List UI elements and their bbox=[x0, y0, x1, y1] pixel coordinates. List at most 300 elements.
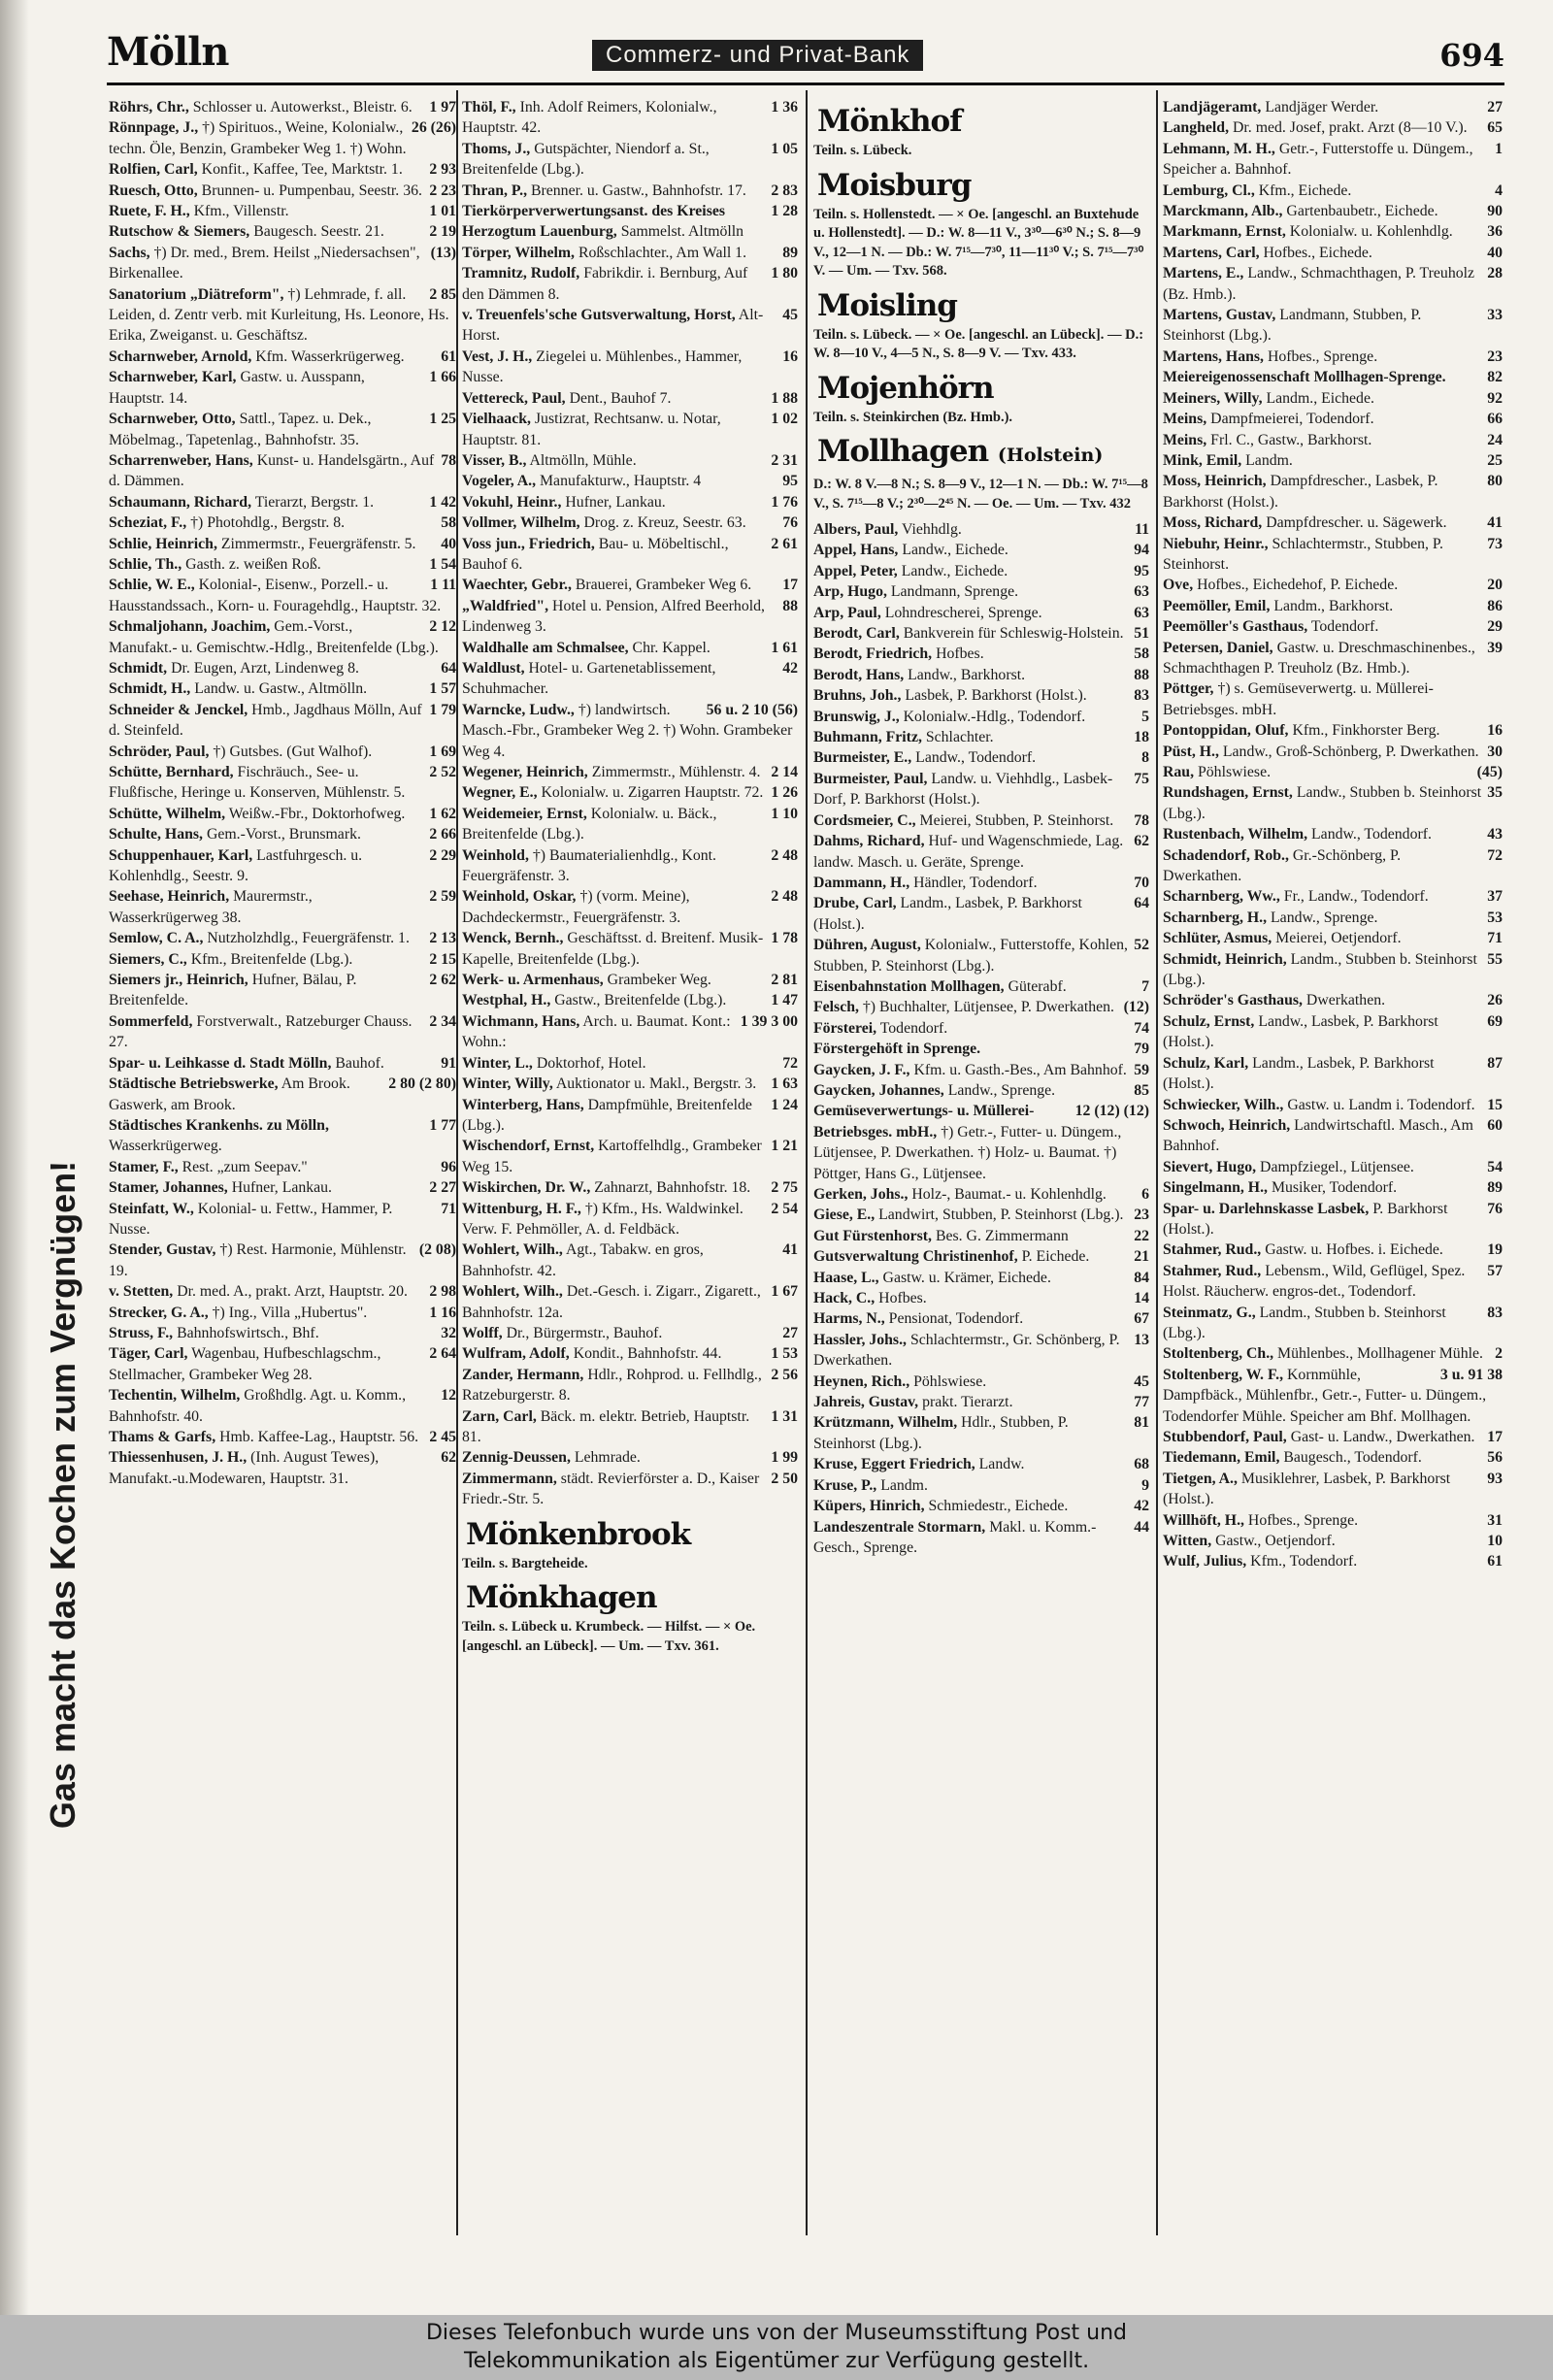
entry-name: Struss, F., bbox=[109, 1324, 174, 1341]
entry-details: Gartenbaubetr., Eichede. bbox=[1286, 203, 1438, 220]
entry-name: Siemers jr., Heinrich, bbox=[109, 972, 248, 989]
entry-name: Wulfram, Adolf, bbox=[462, 1345, 570, 1363]
directory-entry bbox=[813, 561, 1149, 581]
phone-number: 1 57 bbox=[429, 680, 456, 698]
entry-name: Tiedemann, Emil, bbox=[1163, 1449, 1280, 1467]
entry-details: Maurermstr., Wasserkrügerweg 38. bbox=[109, 888, 313, 926]
entry-name: Hack, C., bbox=[813, 1290, 876, 1307]
phone-number: 75 bbox=[1134, 770, 1149, 787]
phone-number: 1 26 bbox=[771, 784, 798, 802]
entry-name: Rustenbach, Wilhelm, bbox=[1163, 826, 1308, 843]
entry-name: Hassler, Johs., bbox=[813, 1331, 907, 1348]
entry-details: Grambeker Weg. bbox=[607, 972, 711, 989]
entry-name: Rutschow & Siemers, bbox=[109, 223, 250, 241]
phone-number: 2 80 (2 80) bbox=[388, 1075, 456, 1093]
directory-entry bbox=[462, 450, 798, 471]
directory-entry bbox=[462, 1281, 798, 1323]
entry-name: Püst, H., bbox=[1163, 743, 1219, 760]
entry-name: Vogeler, A., bbox=[462, 473, 537, 490]
entry-details: †) Dr. med., Brem. Heilst „Niedersachsen", Birkenallee. bbox=[109, 244, 420, 282]
entry-name: Schmidt, bbox=[109, 659, 168, 677]
phone-number: 2 23 bbox=[429, 182, 456, 199]
entry-details: Hmb. Kaffee-Lag., Hauptstr. 56. bbox=[219, 1429, 419, 1445]
entry-details: Hufner, Lankau. bbox=[231, 1179, 333, 1197]
directory-entry bbox=[109, 1053, 456, 1074]
directory-entry bbox=[813, 519, 1149, 540]
entry-details: Landm., Stubben b. Steinhorst (Lbg.). bbox=[1163, 950, 1477, 989]
phone-number: 2 61 bbox=[771, 535, 798, 552]
phone-number: 2 48 bbox=[771, 888, 798, 906]
bank-advertisement-banner: Commerz- und Privat-Bank bbox=[592, 40, 923, 71]
entry-name: Waldlust, bbox=[462, 659, 525, 677]
entry-name: Winter, Willy, bbox=[462, 1075, 553, 1093]
directory-entry bbox=[109, 1240, 456, 1281]
phone-number: 89 bbox=[782, 244, 798, 261]
entry-name: Sanatorium „Diätreform", bbox=[109, 285, 284, 303]
entry-details: Landw., Schmachthagen, P. Treuholz (Bz. Hmb.). bbox=[1163, 265, 1475, 303]
entry-details: Landmann, Sprenge. bbox=[890, 583, 1019, 601]
entry-details: Nutzholzhdlg., Feuergräfenstr. 1. bbox=[207, 930, 410, 947]
entry-name: Drube, Carl, bbox=[813, 895, 897, 912]
directory-entry bbox=[462, 1053, 798, 1074]
directory-entry bbox=[1163, 1011, 1503, 1053]
directory-entry bbox=[109, 492, 456, 512]
entry-details: †) Ing., Villa „Hubertus". bbox=[212, 1304, 368, 1321]
directory-entry bbox=[109, 1011, 456, 1053]
phone-number: 2 bbox=[1495, 1345, 1503, 1363]
directory-entry bbox=[1163, 1551, 1503, 1571]
directory-entry bbox=[813, 1288, 1149, 1308]
entry-name: Thiessenhusen, J. H., bbox=[109, 1449, 248, 1467]
directory-entry bbox=[462, 1074, 798, 1094]
entry-name: Felsch, bbox=[813, 999, 859, 1016]
entry-details: Gem.-Vorst., Brunsmark. bbox=[206, 826, 361, 843]
directory-entry bbox=[1163, 1469, 1503, 1510]
entry-name: Siemers, C., bbox=[109, 950, 187, 968]
entry-name: Martens, Gustav, bbox=[1163, 307, 1276, 324]
directory-entry bbox=[1163, 782, 1503, 824]
entry-name: Waldhalle am Schmalsee, bbox=[462, 639, 629, 656]
entry-details: †) Photohdlg., Bergstr. 8. bbox=[190, 514, 346, 532]
entry-details: Geschäftsst. d. Breitenf. Musik-Kapelle, Breitenfelde (Lbg.). bbox=[462, 930, 764, 968]
entry-details: Chr. Kappel. bbox=[632, 639, 710, 656]
directory-entry bbox=[109, 409, 456, 450]
entry-details: Landw., Eichede. bbox=[902, 542, 1008, 559]
phone-number: 84 bbox=[1134, 1269, 1149, 1286]
entry-details: Hofbes., Eichede. bbox=[1263, 244, 1372, 261]
directory-entry bbox=[462, 575, 798, 595]
directory-entry bbox=[1163, 471, 1503, 512]
entry-details: Kfm., Breitenfelde (Lbg.). bbox=[190, 950, 353, 968]
entry-details: Landwirt, Stubben, P. Steinhorst (Lbg.). bbox=[878, 1207, 1124, 1224]
entry-details: Schlachtermstr., Stubben, P. Steinhorst. bbox=[1163, 535, 1443, 573]
entry-name: Martens, E., bbox=[1163, 265, 1244, 282]
directory-entry bbox=[462, 1095, 798, 1137]
entry-name: Langheld, bbox=[1163, 119, 1230, 137]
entry-details: Schlosser u. Autowerkst., Bleistr. 6. bbox=[192, 99, 413, 116]
directory-entry bbox=[1163, 1343, 1503, 1364]
entry-details: Meierei, Oetjendorf. bbox=[1275, 930, 1402, 947]
phone-number: 88 bbox=[782, 597, 798, 614]
entry-name: Städtisches Krankenhs. zu Mölln, bbox=[109, 1116, 329, 1134]
directory-entry bbox=[109, 534, 456, 554]
entry-name: Berodt, Hans, bbox=[813, 666, 905, 683]
phone-number: 2 27 bbox=[429, 1179, 456, 1197]
directory-entry bbox=[109, 678, 456, 699]
entry-name: Arp, Hugo, bbox=[813, 583, 887, 601]
entry-details: Bäck. m. elektr. Betrieb, Hauptstr. 81. bbox=[462, 1407, 750, 1445]
phone-number: 87 bbox=[1487, 1054, 1503, 1072]
phone-number: 1 99 bbox=[771, 1449, 798, 1467]
entry-details: P. Eichede. bbox=[1021, 1248, 1090, 1266]
place-heading-name: Mollhagen bbox=[817, 434, 989, 469]
entry-name: Thams & Garfs, bbox=[109, 1429, 216, 1445]
entry-details: †) landwirtsch. Masch.-Fbr., Grambeker Weg 2. †) Wohn. Grambeker Weg 4. bbox=[462, 701, 793, 760]
entry-name: Scharnberg, H., bbox=[1163, 909, 1268, 926]
entry-details: Kfm. u. Gasth.-Bes., Am Bahnhof. bbox=[913, 1061, 1127, 1078]
phone-number: 55 bbox=[1487, 950, 1503, 968]
entry-name: Steinfatt, W., bbox=[109, 1200, 194, 1217]
entry-details: †) Lehmrade, f. all. Leiden, d. Zentr verb. mit Kurleitung, Hs. Leonore, Hs. Erika, Zweiganst. u. Geschäftsz. bbox=[109, 285, 449, 345]
phone-number: 2 85 bbox=[429, 285, 456, 303]
directory-entry bbox=[1163, 949, 1503, 991]
entry-name: Ruesch, Otto, bbox=[109, 182, 198, 199]
entry-details: Makl. u. Komm.-Gesch., Sprenge. bbox=[813, 1518, 1097, 1556]
phone-number: 1 02 bbox=[771, 411, 798, 428]
entry-details: Gast- u. Landw., Dwerkathen. bbox=[1290, 1429, 1475, 1445]
directory-entry bbox=[109, 1343, 456, 1385]
phone-number: 71 bbox=[441, 1200, 456, 1217]
directory-entry bbox=[1163, 575, 1503, 595]
directory-entry bbox=[109, 221, 456, 242]
phone-number: (45) bbox=[1476, 764, 1503, 780]
directory-entry bbox=[1163, 1510, 1503, 1531]
entry-details: †) (vorm. Meine), Dachdeckermstr., Feuergräfenstr. 3. bbox=[462, 888, 690, 926]
entry-details: Arch. u. Baumat. Kont.: Wohn.: bbox=[462, 1012, 731, 1051]
phone-number: 22 bbox=[1134, 1227, 1149, 1244]
phone-number: 1 79 bbox=[429, 701, 456, 718]
phone-number: 56 bbox=[1487, 1449, 1503, 1467]
phone-number: 2 50 bbox=[771, 1470, 798, 1487]
directory-entry bbox=[1163, 430, 1503, 450]
directory-entry bbox=[813, 1205, 1149, 1225]
directory-entry bbox=[1163, 596, 1503, 616]
directory-entry bbox=[462, 658, 798, 700]
phone-number: 91 bbox=[441, 1054, 456, 1072]
entry-name: Schlie, W. E., bbox=[109, 577, 195, 594]
entry-name: Landeszentrale Stormarn, bbox=[813, 1518, 986, 1536]
entry-name: Tietgen, A., bbox=[1163, 1470, 1238, 1487]
directory-entry bbox=[1163, 388, 1503, 409]
entry-name: Markmann, Ernst, bbox=[1163, 223, 1286, 241]
directory-entry bbox=[462, 305, 798, 347]
entry-details: Bankverein für Schleswig-Holstein. bbox=[903, 625, 1124, 643]
directory-entry bbox=[813, 1392, 1149, 1412]
directory-entry bbox=[462, 990, 798, 1010]
entry-name: Steinmatz, G., bbox=[1163, 1304, 1256, 1321]
entry-details: Dr. med. Josef, prakt. Arzt (8—10 V.). bbox=[1233, 119, 1468, 137]
entry-name: Schulz, Karl, bbox=[1163, 1054, 1249, 1072]
directory-entry bbox=[1163, 221, 1503, 242]
phone-number: 41 bbox=[782, 1241, 798, 1259]
directory-entry bbox=[109, 575, 456, 616]
phone-number: 62 bbox=[441, 1449, 456, 1467]
phone-number: 74 bbox=[1134, 1019, 1149, 1037]
place-heading: Mölln bbox=[107, 29, 229, 75]
entry-details: Bauhof. bbox=[335, 1054, 384, 1072]
entry-name: Scharnberg, Ww., bbox=[1163, 888, 1280, 906]
phone-number: 80 bbox=[1487, 473, 1503, 490]
entry-details: Dampfdrescher. u. Sägewerk. bbox=[1266, 514, 1447, 532]
page-header bbox=[107, 29, 1504, 87]
entry-name: Harms, N., bbox=[813, 1310, 885, 1328]
entry-name: Eisenbahnstation Mollhagen, bbox=[813, 977, 1005, 995]
entry-details: Wagenbau, Hufbeschlagschm., Stellmacher, Grambeker Weg 28. bbox=[109, 1345, 381, 1383]
entry-name: Gaycken, Johannes, bbox=[813, 1081, 944, 1099]
directory-entry bbox=[109, 159, 456, 180]
phone-number: 7 bbox=[1141, 977, 1149, 995]
directory-entry bbox=[1163, 97, 1503, 117]
directory-entry bbox=[813, 1517, 1149, 1559]
directory-entry bbox=[109, 970, 456, 1011]
entry-details: Lohndrescherei, Sprenge. bbox=[884, 604, 1042, 621]
phone-number: 2 15 bbox=[429, 950, 456, 968]
entry-name: Schütte, Bernhard, bbox=[109, 764, 234, 780]
entry-name: Pöttger, bbox=[1163, 680, 1214, 698]
directory-entry bbox=[109, 845, 456, 887]
directory-entry bbox=[813, 769, 1149, 810]
phone-number: 13 bbox=[1134, 1331, 1149, 1348]
directory-entry bbox=[1163, 1240, 1503, 1260]
directory-entry bbox=[1163, 1115, 1503, 1157]
phone-number: 2 13 bbox=[429, 930, 456, 947]
phone-number: 71 bbox=[1487, 930, 1503, 947]
phone-number: 2 19 bbox=[429, 223, 456, 241]
entry-name: Scheziat, F., bbox=[109, 514, 187, 532]
directory-entry bbox=[813, 685, 1149, 706]
entry-name: Moss, Richard, bbox=[1163, 514, 1263, 532]
entry-name: Wegner, E., bbox=[462, 784, 538, 802]
entry-name: Bruhns, Joh., bbox=[813, 687, 902, 705]
phone-number: 1 53 bbox=[771, 1345, 798, 1363]
phone-number: 93 bbox=[1487, 1470, 1503, 1487]
entry-details: Landjäger Werder. bbox=[1265, 99, 1379, 116]
phone-number: 45 bbox=[1134, 1372, 1149, 1390]
phone-number: 36 bbox=[1487, 223, 1503, 241]
entry-details: †) Getr.-, Futter- u. Düngem., Lütjensee, P. Dwerkathen. †) Holz- u. Baumat. †) Pöttger, Hans G., Lütjensee. bbox=[813, 1123, 1122, 1182]
directory-entry bbox=[109, 616, 456, 658]
entry-name: Pontoppidan, Oluf, bbox=[1163, 722, 1289, 740]
phone-number: 1 01 bbox=[429, 203, 456, 220]
entry-name: Meins, bbox=[1163, 431, 1207, 448]
directory-entry bbox=[462, 1365, 798, 1406]
place-exchange-note: Teiln. s. Steinkirchen (Bz. Hmb.). bbox=[813, 409, 1013, 425]
phone-number: 2 52 bbox=[429, 764, 456, 780]
phone-number: 81 bbox=[1134, 1414, 1149, 1432]
entry-details: Schlachter. bbox=[925, 729, 994, 746]
entry-details: Kolonial- u. Fettw., Hammer, P. Nusse. bbox=[109, 1200, 393, 1238]
directory-entry bbox=[462, 492, 798, 512]
entry-name: Spar- u. Darlehnskasse Lasbek, bbox=[1163, 1200, 1370, 1217]
entry-name: Albers, Paul, bbox=[813, 521, 899, 538]
entry-name: v. Treuenfels'sche Gutsverwaltung, Horst, bbox=[462, 307, 736, 324]
directory-entry bbox=[1163, 678, 1503, 720]
entry-name: Witten, bbox=[1163, 1533, 1212, 1550]
entry-details: †) Rest. Harmonie, Mühlenstr. 19. bbox=[109, 1241, 407, 1279]
phone-number: 24 bbox=[1487, 431, 1503, 448]
phone-number: 4 bbox=[1495, 182, 1503, 199]
footer-line-2: Telekommunikation als Eigentümer zur Verfügung gestellt. bbox=[463, 2349, 1090, 2373]
directory-entry bbox=[1163, 638, 1503, 679]
entry-name: Westphal, H., bbox=[462, 992, 551, 1009]
entry-details: Landwirtschaftl. Masch., Am Bahnhof. bbox=[1163, 1116, 1473, 1155]
entry-details: Fabrikdir. i. Bernburg, Auf den Dämmen 8. bbox=[462, 265, 748, 303]
entry-details: Kfm., Todendorf. bbox=[1250, 1553, 1358, 1570]
phone-number: 2 83 bbox=[771, 182, 798, 199]
entry-name: Niebuhr, Heinr., bbox=[1163, 535, 1269, 552]
directory-entry bbox=[813, 1226, 1149, 1246]
directory-entry bbox=[462, 1011, 798, 1053]
entry-name: Schuppenhauer, Karl, bbox=[109, 846, 253, 864]
phone-number: 35 bbox=[1487, 784, 1503, 802]
phone-number: 1 21 bbox=[771, 1138, 798, 1155]
phone-number: 82 bbox=[1487, 369, 1503, 386]
phone-number: 30 bbox=[1487, 743, 1503, 760]
footer-line-1: Dieses Telefonbuch wurde uns von der Museumsstiftung Post und bbox=[425, 2321, 1128, 2345]
phone-number: 2 93 bbox=[429, 161, 456, 179]
directory-entry bbox=[1163, 534, 1503, 576]
phone-number: 14 bbox=[1134, 1290, 1149, 1307]
entry-details: Kfm., Villenstr. bbox=[193, 203, 289, 220]
entry-details: Gem.-Vorst., Manufakt.- u. Gemischtw.-Hdlg., Breitenfelde (Lbg.). bbox=[109, 618, 439, 656]
directory-entry bbox=[1163, 1303, 1503, 1344]
directory-entry bbox=[109, 886, 456, 928]
phone-number: 64 bbox=[441, 659, 456, 677]
entry-name: Landjägeramt, bbox=[1163, 99, 1262, 116]
place-exchange-note: Teiln. s. Lübeck u. Krumbeck. — Hilfst. — × Oe. [angeschl. an Lübeck]. — Um. — Txv. 361. bbox=[462, 1619, 756, 1654]
phone-number: 1 76 bbox=[771, 493, 798, 511]
directory-entry bbox=[462, 1240, 798, 1281]
entry-details: Meierei, Stubben, P. Steinhorst. bbox=[919, 811, 1114, 829]
entry-details: Kolonialw., Futterstoffe, Kohlen, Stubben, P. Steinhorst (Lbg.). bbox=[813, 937, 1128, 975]
entry-details: Brunnen- u. Pumpenbau, Seestr. 36. bbox=[201, 182, 422, 199]
entry-details: (Inh. August Tewes), Manufakt.-u.Modewaren, Hauptstr. 31. bbox=[109, 1449, 380, 1487]
entry-details: Inh. Adolf Reimers, Kolonialw., Hauptstr. 42. bbox=[462, 99, 717, 137]
directory-entry bbox=[813, 831, 1149, 873]
entry-details: Dampfmühle, Breitenfelde (Lbg.). bbox=[462, 1096, 752, 1134]
entry-name: Dahms, Richard, bbox=[813, 833, 925, 850]
entry-details: Mühlenbes., Mollhagener Mühle. bbox=[1277, 1345, 1483, 1363]
footer-notice bbox=[0, 2315, 1553, 2380]
entry-name: Winterberg, Hans, bbox=[462, 1096, 584, 1113]
phone-number: 1 bbox=[1495, 140, 1503, 157]
directory-entry bbox=[813, 1475, 1149, 1496]
phone-number: 1 05 bbox=[771, 140, 798, 157]
entry-name: Jahreis, Gustav, bbox=[813, 1394, 919, 1411]
directory-entry bbox=[813, 1039, 1149, 1059]
entry-details: Viehhdlg. bbox=[902, 521, 962, 538]
phone-number: 2 12 bbox=[429, 618, 456, 636]
phone-number: 15 bbox=[1487, 1096, 1503, 1113]
entry-name: Seehase, Heinrich, bbox=[109, 888, 230, 906]
phone-number: 6 bbox=[1141, 1186, 1149, 1203]
entry-name: Scharnweber, Otto, bbox=[109, 411, 236, 428]
entry-name: Martens, Hans, bbox=[1163, 347, 1264, 365]
entry-name: Techentin, Wilhelm, bbox=[109, 1387, 241, 1405]
entry-details: Landw., Barkhorst. bbox=[908, 666, 1026, 683]
directory-entry bbox=[109, 1199, 456, 1240]
entry-name: Städtische Betriebswerke, bbox=[109, 1075, 279, 1093]
entry-details: Gr.-Schönberg, P. Dwerkathen. bbox=[1163, 846, 1402, 885]
directory-entry bbox=[1163, 720, 1503, 741]
phone-number: 41 bbox=[1487, 514, 1503, 532]
entry-details: Landm., Eichede. bbox=[1266, 389, 1374, 407]
entry-details: Pensionat, Todendorf. bbox=[888, 1310, 1024, 1328]
phone-number: 57 bbox=[1487, 1262, 1503, 1279]
entry-details: Landw., Groß-Schönberg, P. Dwerkathen. bbox=[1222, 743, 1479, 760]
phone-number: 1 62 bbox=[429, 805, 456, 822]
entry-name: Arp, Paul, bbox=[813, 604, 881, 621]
entry-details: Todendorf. bbox=[879, 1019, 948, 1037]
directory-entry bbox=[109, 1427, 456, 1447]
directory-entry bbox=[109, 367, 456, 409]
entry-name: Schütte, Wilhelm, bbox=[109, 805, 226, 822]
entry-details: Alt-Horst. bbox=[462, 307, 764, 345]
directory-entry bbox=[109, 1385, 456, 1427]
phone-number: 1 80 bbox=[771, 265, 798, 282]
entry-details: Sammelst. Altmölln bbox=[620, 223, 744, 241]
directory-entry bbox=[813, 873, 1149, 893]
directory-entry bbox=[1163, 1053, 1503, 1095]
phone-number: 1 28 bbox=[771, 203, 798, 220]
phone-number: 16 bbox=[782, 347, 798, 365]
entry-details: Pöhlswiese. bbox=[1198, 764, 1272, 780]
directory-entry bbox=[1163, 928, 1503, 948]
entry-details: Landw., Todendorf. bbox=[1311, 826, 1432, 843]
entry-details: Musiklehrer, Lasbek, P. Barkhorst (Holst.). bbox=[1163, 1470, 1451, 1508]
directory-entry bbox=[813, 1412, 1149, 1454]
place-heading bbox=[817, 167, 1149, 204]
directory-entry bbox=[1163, 845, 1503, 887]
entry-name: Wischendorf, Ernst, bbox=[462, 1138, 595, 1155]
entry-name: Thöl, F., bbox=[462, 99, 516, 116]
phone-number: 1 24 bbox=[771, 1096, 798, 1113]
place-heading bbox=[817, 370, 1149, 407]
phone-number: 37 bbox=[1487, 888, 1503, 906]
entry-details: städt. Revierförster a. D., Kaiser Friedr.-Str. 5. bbox=[462, 1470, 760, 1508]
phone-number: 11 bbox=[1135, 521, 1149, 538]
entry-name: Willhöft, H., bbox=[1163, 1511, 1244, 1529]
entry-details: Landm. bbox=[880, 1476, 928, 1494]
entry-details: Hmb., Jagdhaus Mölln, Auf d. Steinfeld. bbox=[109, 701, 422, 740]
phone-number: 68 bbox=[1134, 1456, 1149, 1473]
entry-name: Stamer, F., bbox=[109, 1158, 179, 1175]
entry-name: Zander, Hermann, bbox=[462, 1366, 584, 1383]
entry-name: Tramnitz, Rudolf, bbox=[462, 265, 580, 282]
directory-entry bbox=[462, 638, 798, 658]
entry-name: Meins, bbox=[1163, 411, 1207, 428]
phone-number: 59 bbox=[1134, 1061, 1149, 1078]
entry-name: Sachs, bbox=[109, 244, 150, 261]
phone-number: 76 bbox=[1487, 1200, 1503, 1217]
phone-number: 2 48 bbox=[771, 846, 798, 864]
entry-name: Schlüter, Asmus, bbox=[1163, 930, 1272, 947]
phone-number: 21 bbox=[1134, 1248, 1149, 1266]
entry-name: Stoltenberg, Ch., bbox=[1163, 1345, 1274, 1363]
entry-name: Scharrenweber, Hans, bbox=[109, 451, 253, 469]
directory-entry bbox=[1163, 990, 1503, 1010]
entry-name: Cordsmeier, C., bbox=[813, 811, 916, 829]
